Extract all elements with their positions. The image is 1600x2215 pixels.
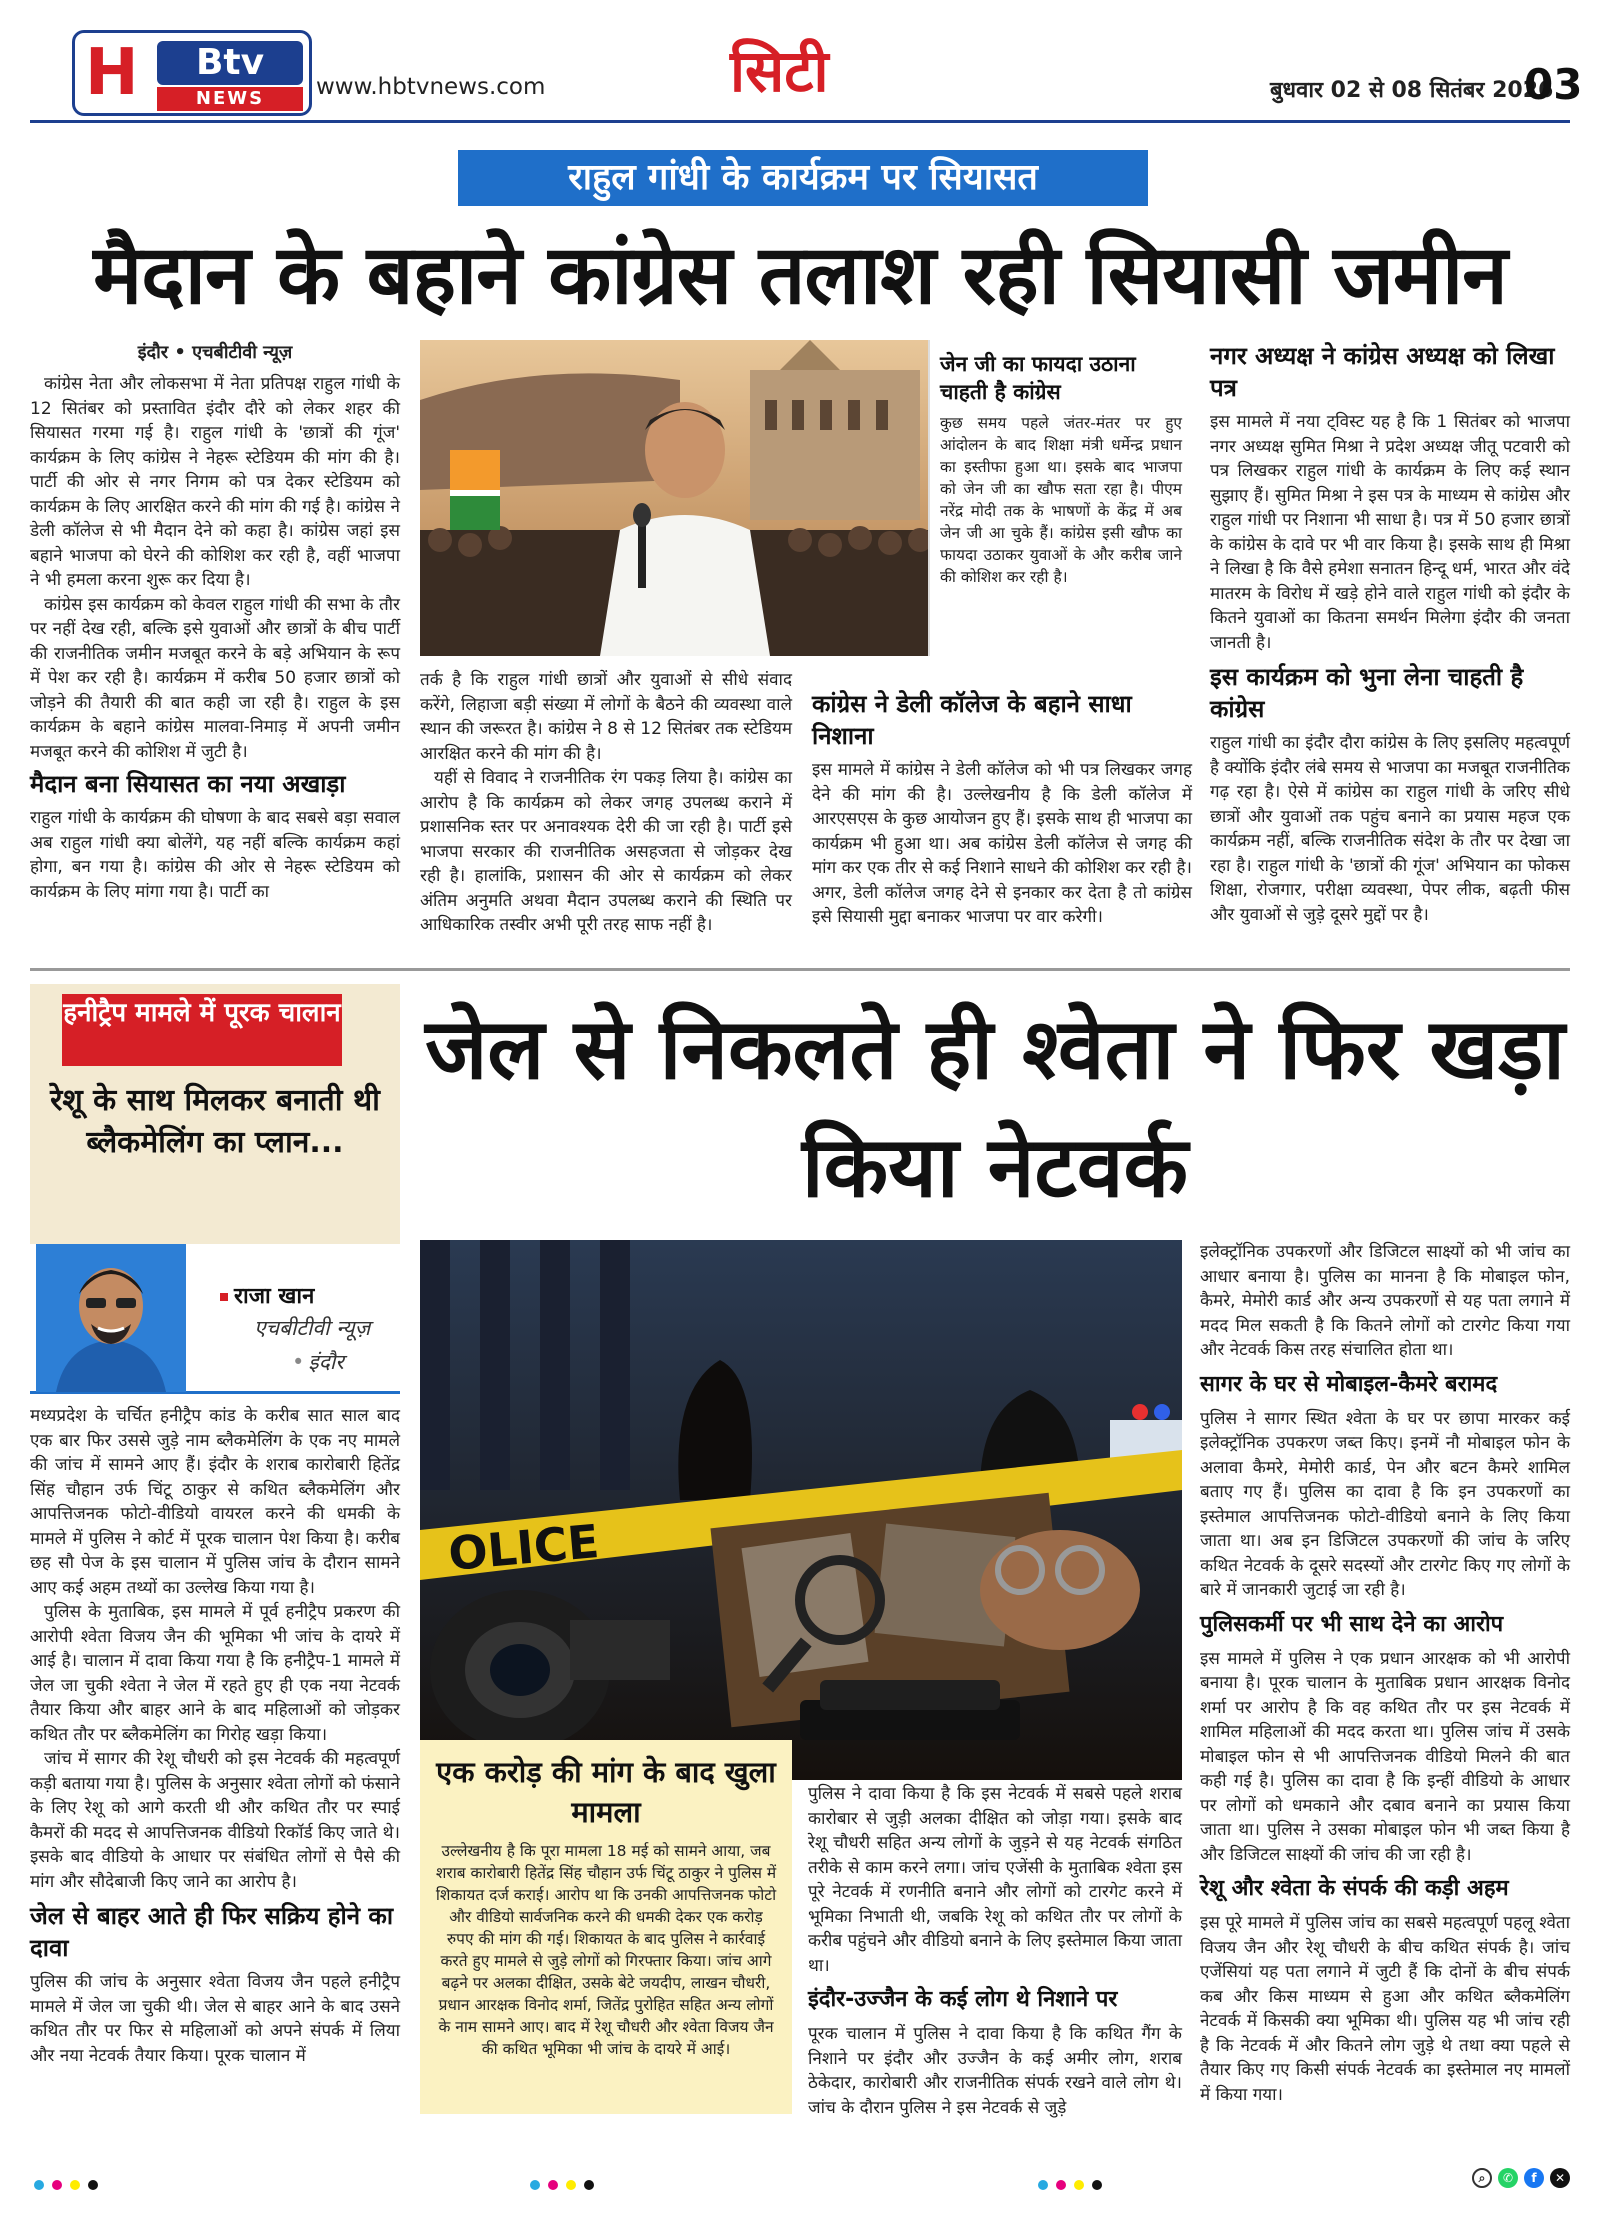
story1-headline: मैदान के बहाने कांग्रेस तलाश रही सियासी जमीन [93, 228, 1507, 323]
paragraph: पुलिस की जांच के अनुसार श्वेता विजय जैन पहले हनीट्रैप मामले में जेल जा चुकी थी। जेल से बाहर आने के बाद उसने कथित तौर पर फिर से महिलाओं को अपने संपर्क में लिया और नया नेटवर्क तैयार किया। पूरक चालान में [30, 1972, 400, 2066]
page-number: 03 [1524, 60, 1583, 109]
paragraph: पुलिस के मुताबिक, इस मामले में पूर्व हनीट्रैप प्रकरण की आरोपी श्वेता विजय जैन की भूमिका भी जांच के दायरे में आई है। चालान में दावा किया गया है कि हनीट्रैप-1 मामले में जेल जा चुकी श्वेता ने जेल में रहते हुए ही एक नया नेटवर्क तैयार किया और बाहर आने के बाद महिलाओं को जोड़कर कथित तौर पर ब्लैकमेलिंग का गिरोह खड़ा किया। [30, 1602, 400, 1745]
paragraph: पूरक चालान में पुलिस ने दावा किया है कि कथित गैंग के निशाने पर इंदौर और उज्जैन के कई अमीर लोग, शराब ठेकेदार, कारोबारी और राजनीतिक संपर्क रखने वाले लोग थे। जांच के दौरान पुलिस ने इस नेटवर्क से जुड़े [808, 2024, 1182, 2118]
story1-column-3 [812, 688, 1192, 930]
magenta-dot-icon [1056, 2180, 1066, 2190]
paragraph: राहुल गांधी का इंदौर दौरा कांग्रेस के लिए इसलिए महत्वपूर्ण है क्योंकि इंदौर लंबे समय से भाजपा का मजबूत राजनीतिक गढ़ रहा है। ऐसे में कांग्रेस का राहुल गांधी के जरिए सीधे छात्रों और युवाओं तक पहुंच बनाने का प्रयास महज एक कार्यक्रम नहीं, बल्कि राजनीतिक संदेश के तौर पर देखा जा रहा है। राहुल गांधी के 'छात्रों की गूंज' अभियान का फोकस शिक्षा, रोजगार, परीक्षा व्यवस्था, पेपर लीक, बढ़ती फीस और युवाओं से जुड़े दूसरे मुद्दों पर है। [1210, 733, 1570, 925]
sidebox-headline: जेन जी का फायदा उठाना चाहती है कांग्रेस [940, 352, 1136, 404]
site-url[interactable]: www.hbtvnews.com [316, 74, 546, 100]
story1-kicker: राहुल गांधी के कार्यक्रम पर सियासत [458, 150, 1148, 206]
story1-subhead-4: इस कार्यक्रम को भुना लेना चाहती है कांग्रेस [1210, 663, 1524, 723]
color-registration-marks [530, 2180, 594, 2190]
reporter-name [220, 1280, 314, 1310]
police-tape-text: OLICE [446, 1514, 602, 1581]
paragraph: कांग्रेस इस कार्यक्रम को केवल राहुल गांधी की सभा के तौर पर नहीं देख रही, बल्कि इसे युवाओं और छात्रों के बीच पार्टी की राजनीतिक जमीन मजबूत करने के बड़े अभियान के रूप में पेश कर रही है। कार्यक्रम में करीब 50 हजार छात्रों को जोड़ने की तैयारी की बात कही जा रही है। राहुल के इस कार्यक्रम के बहाने कांग्रेस मालवा-निमाड़ में अपनी जमीन मजबूत करने की कोशिश में जुटी है। [30, 594, 400, 762]
crime-scene-photo [420, 1240, 1182, 1780]
avatar [36, 1244, 186, 1392]
paragraph: कांग्रेस नेता और लोकसभा में नेता प्रतिपक्ष राहुल गांधी के 12 सितंबर को प्रस्तावित इंदौर दौरे को लेकर शहर की सियासत गरमा गई है। राहुल गांधी के 'छात्रों की गूंज' कार्यक्रम के लिए कांग्रेस ने नेहरू स्टेडियम की मांग की है। पार्टी की ओर से नगर निगम को पत्र देकर स्टेडियम को कार्यक्रम के लिए आरक्षित करने की मांग की गई है। कांग्रेस ने डेली कॉलेज से भी मैदान देने को कहा है। कांग्रेस जहां इस बहाने भाजपा को घेरने की कोशिश कर रही है, वहीं भाजपा ने भी हमला करना शुरू कर दिया है। [30, 374, 400, 590]
section-name: सिटी [730, 37, 829, 105]
story1-column-2 [420, 668, 792, 938]
paragraph: इलेक्ट्रॉनिक उपकरणों और डिजिटल साक्ष्यों को भी जांच का आधार बनाया है। पुलिस का मानना है कि मोबाइल फोन, कैमरे, मेमोरी कार्ड और अन्य उपकरणों से यह पता लगाने में मदद मिल सकती है कि कितने लोगों को टारगेट किया गया और नेटवर्क किस तरह संचालित होता था। [1200, 1242, 1570, 1360]
hbtv-logo[interactable] [72, 30, 312, 116]
page-footer [0, 2170, 1600, 2200]
story1-column-1 [30, 340, 400, 904]
reporter-portrait [36, 1244, 186, 1392]
story1-dateline: इंदौर • एचबीटीवी न्यूज़ [137, 342, 293, 363]
yellow-dot-icon [70, 2180, 80, 2190]
story2-subhead-1: जेल से बाहर आते ही फिर सक्रिय होने का दावा [30, 1902, 394, 1962]
social-icons [1472, 2168, 1570, 2188]
masthead-rule [30, 120, 1570, 123]
paragraph: जांच में सागर की रेशू चौधरी को इस नेटवर्क की महत्वपूर्ण कड़ी बताया गया है। पुलिस के अनुसार श्वेता लोगों को फंसाने के लिए रेशू को आगे करती थी और कथित तौर पर स्पाई कैमरों की मदद से आपत्तिजनक वीडियो रिकॉर्ड किए जाते थे। इसके बाद वीडियो के आधार पर संबंधित लोगों से पैसे की मांग और सौदेबाजी किए जाने का आरोप है। [30, 1749, 400, 1892]
masthead [30, 30, 1583, 130]
black-dot-icon [1092, 2180, 1102, 2190]
black-dot-icon [584, 2180, 594, 2190]
yellow-dot-icon [1074, 2180, 1084, 2190]
issue-date: बुधवार 02 से 08 सितंबर 2026 [1270, 78, 1554, 103]
story2-subhead-3: सागर के घर से मोबाइल-कैमरे बरामद [1200, 1371, 1498, 1397]
paragraph: मध्यप्रदेश के चर्चित हनीट्रैप कांड के करीब सात साल बाद एक बार फिर उससे जुड़े नाम ब्लैकमेलिंग के एक नए मामले की जांच में सामने आए हैं। इंदौर के शराब कारोबारी हितेंद्र सिंह चौहान उर्फ चिंटू ठाकुर से कथित ब्लैकमेलिंग और आपत्तिजनक फोटो-वीडियो वायरल करने की धमकी के मामले में पुलिस ने कोर्ट में पूरक चालान पेश किया है। करीब छह सौ पेज के इस चालान में पुलिस जांच के दौरान सामने आए कई अहम तथ्यों का उल्लेख किया गया है। [30, 1406, 400, 1598]
reporter-box [30, 1244, 400, 1394]
story1-sidebox [928, 340, 1192, 656]
black-dot-icon [88, 2180, 98, 2190]
paragraph: राहुल गांधी के कार्यक्रम की घोषणा के बाद सबसे बड़ा सवाल अब राहुल गांधी क्या बोलेंगे, यह नहीं बल्कि कार्यक्रम कहां होगा, बन गया है। कांग्रेस की ओर से नेहरू स्टेडियम को कार्यक्रम के लिए मांगा गया है। पार्टी का [30, 808, 400, 902]
paragraph: पुलिस ने सागर स्थित श्वेता के घर पर छापा मारकर कई इलेक्ट्रॉनिक उपकरण जब्त किए। इनमें नौ मोबाइल फोन के अलावा कैमरे, मेमोरी कार्ड, पेन और बटन कैमरे शामिल बताए गए हैं। पुलिस का दावा है कि इन उपकरणों का इस्तेमाल आपत्तिजनक फोटो-वीडियो बनाने के लिए किया जाता था। अब इन डिजिटल उपकरणों की जांच के जरिए कथित नेटवर्क के दूसरे सदस्यों और टारगेट किए गए लोगों के बारे में जानकारी जुटाई जा रही है। [1200, 1408, 1570, 1600]
yellow-box-text: उल्लेखनीय है कि पूरा मामला 18 मई को सामने आया, जब शराब कारोबारी हितेंद्र सिंह चौहान उर्फ चिंटू ठाकुर ने पुलिस में शिकायत दर्ज कराई। आरोप था कि उनकी आपत्तिजनक फोटो और वीडियो सार्वजनिक करने की धमकी देकर एक करोड़ रुपए की मांग की गई। शिकायत के बाद पुलिस ने कार्रवाई करते हुए मामले से जुड़े लोगों को गिरफ्तार किया। जांच आगे बढ़ने पर अलका दीक्षित, उसके बेटे जयदीप, लाखन चौधरी, प्रधान आरक्षक विनोद शर्मा, जितेंद्र पुरोहित सहित अन्य लोगों के नाम सामने आए। बाद में रेशू चौधरी और श्वेता विजय जैन की कथित भूमिका भी जांच के दायरे में आई। [435, 1842, 777, 2058]
magenta-dot-icon [52, 2180, 62, 2190]
sidebox-text: कुछ समय पहले जंतर-मंतर पर हुए आंदोलन के बाद शिक्षा मंत्री धर्मेन्द्र प्रधान का इस्तीफा हुआ था। इसके बाद भाजपा को जेन जी का खौफ सता रहा है। पीएम नरेंद्र मोदी तक के भाषणों के केंद्र में अब जेन जी आ चुके हैं। कांग्रेस इसी खौफ का फायदा उठाकर युवाओं के और करीब जाने की कोशिश कर रही है। [940, 414, 1182, 586]
paragraph: इस पूरे मामले में पुलिस जांच का सबसे महत्वपूर्ण पहलू श्वेता विजय जैन और रेशू चौधरी के बीच कथित संपर्क है। जांच एजेंसियां यह पता लगाने में जुटी हैं कि दोनों के बीच संपर्क कब और किस माध्यम से हुआ और कथित ब्लैकमेलिंग नेटवर्क में किसकी क्या भूमिका थी। पुलिस यह भी जांच रही है कि नेटवर्क में और कितने लोग जुड़े थे तथा क्या पहले से तैयार किए गए किसी संपर्क नेटवर्क का इस्तेमाल नए मामलों में किया गया। [1200, 1913, 1570, 2105]
story2-tag: हनीट्रैप मामले में पूरक चालान [62, 994, 342, 1066]
evidence-illustration [420, 1240, 1182, 1780]
story2-subhead-5: रेशू और श्वेता के संपर्क की कड़ी अहम [1200, 1876, 1509, 1901]
story2-tagline: रेशू के साथ मिलकर बनाती थी ब्लैकमेलिंग का प्लान... [50, 1083, 380, 1160]
cyan-dot-icon [34, 2180, 44, 2190]
cyan-dot-icon [1038, 2180, 1048, 2190]
logo-btv: Btv [157, 41, 303, 85]
story1-subhead-1: मैदान बना सियासत का नया अखाड़ा [30, 770, 346, 798]
rally-illustration [420, 340, 928, 656]
rahul-gandhi-photo [420, 340, 928, 656]
paragraph: पुलिस ने दावा किया है कि इस नेटवर्क में सबसे पहले शराब कारोबार से जुड़ी अलका दीक्षित को जोड़ा गया। इसके बाद रेशू चौधरी सहित अन्य लोगों के जुड़ने से यह नेटवर्क संगठित तरीके से काम करने लगा। जांच एजेंसी के मुताबिक श्वेता इस पूरे नेटवर्क में रणनीति बनाने और लोगों को टारगेट करने में भूमिका निभाती थी, जबकि रेशू को कथित तौर पर लोगों के करीब पहुंचने और वीडियो बनाने के लिए इस्तेमाल किया जाता था। [808, 1784, 1182, 1976]
whatsapp-icon[interactable]: ✆ [1498, 2168, 1518, 2188]
story2-column-3 [808, 1782, 1182, 2120]
search-icon[interactable]: ⌕ [1472, 2168, 1492, 2188]
x-icon[interactable]: ✕ [1550, 2168, 1570, 2188]
facebook-icon[interactable]: f [1524, 2168, 1544, 2188]
story2-column-4 [1200, 1240, 1570, 2107]
story1-subhead-3: नगर अध्यक्ष ने कांग्रेस अध्यक्ष को लिखा पत्र [1210, 342, 1555, 402]
story2-subhead-4: पुलिसकर्मी पर भी साथ देने का आरोप [1200, 1611, 1504, 1637]
story2-headline: जेल से निकलते ही श्वेता ने फिर खड़ा किया नेटवर्क [425, 1000, 1565, 1216]
story1-column-4 [1210, 340, 1570, 927]
yellow-dot-icon [566, 2180, 576, 2190]
paragraph: इस मामले में पुलिस ने एक प्रधान आरक्षक को भी आरोपी बनाया है। पूरक चालान के मुताबिक प्रधान आरक्षक विनोद शर्मा पर आरोप है कि वह कथित तौर पर इस नेटवर्क में शामिल महिलाओं की मदद करता था। पुलिस जांच में उसके मोबाइल फोन से भी आपत्तिजनक वीडियो मिलने की बात कही गई है। पुलिस का दावा है कि इन्हीं वीडियो के आधार पर लोगों को धमकाने और दबाव बनाने का प्रयास किया जाता था। पुलिस ने उसका मोबाइल फोन भी जब्त किया है और डिजिटल साक्ष्यों की जांच की जा रही है। [1200, 1648, 1570, 1865]
reporter-org: एचबीटीवी न्यूज़ [254, 1316, 371, 1340]
story2-subhead-2: इंदौर-उज्जैन के कई लोग थे निशाने पर [808, 1987, 1118, 2012]
magenta-dot-icon [548, 2180, 558, 2190]
color-registration-marks [34, 2180, 98, 2190]
story-divider [30, 968, 1570, 971]
reporter-name-text: राजा खान [234, 1284, 315, 1309]
story2-yellow-box [420, 1740, 792, 2114]
reporter-city [292, 1348, 344, 1376]
color-registration-marks [1038, 2180, 1102, 2190]
yellow-box-headline: एक करोड़ की मांग के बाद खुला मामला [436, 1755, 776, 1829]
paragraph: इस मामले में नया ट्विस्ट यह है कि 1 सितंबर को भाजपा नगर अध्यक्ष सुमित मिश्रा ने प्रदेश अध्यक्ष जीतू पटवारी को पत्र लिखकर राहुल गांधी के कार्यक्रम के लिए कई स्थान सुझाए हैं। सुमित मिश्रा ने इस पत्र के माध्यम से कांग्रेस और राहुल गांधी पर निशाना भी साधा है। पत्र में 50 हजार छात्रों के कांग्रेस के दावे पर भी वार किया है। इसके साथ ही मिश्रा ने लिखा है कि वैसे हमेशा सनातन हिन्दू धर्म, भारत और वंदे मातरम के विरोध में खड़े होने वाले राहुल गांधी को इंदौर के कितने युवाओं का कितना समर्थन मिलेगा इंदौर की जनता जानती है। [1210, 412, 1570, 653]
bullet-icon [220, 1293, 228, 1301]
story1-body [30, 806, 400, 904]
paragraph: इस मामले में कांग्रेस ने डेली कॉलेज को भी पत्र लिखकर जगह देने की मांग की है। उल्लेखनीय है कि डेली कॉलेज में आरएसएस के कुछ आयोजन हुए हैं। इसके साथ ही भाजपा का कार्यक्रम भी हुआ था। अब कांग्रेस डेली कॉलेज से जगह की मांग कर एक तीर से कई निशाने साधने की कोशिश कर रही है। अगर, डेली कॉलेज जगह देने से इनकार कर देता है तो कांग्रेस इसे सियासी मुद्दा बनाकर भाजपा पर वार करेगी। [812, 760, 1192, 927]
paragraph: यहीं से विवाद ने राजनीतिक रंग पकड़ लिया है। कांग्रेस का आरोप है कि कार्यक्रम को लेकर जगह उपलब्ध कराने में प्रशासनिक स्तर पर अनावश्यक देरी की जा रही है। पार्टी इसे भाजपा सरकार की राजनीतिक असहजता से जोड़कर देख रही है। हालांकि, प्रशासन की ओर से कार्यक्रम को लेकर अंतिम अनुमति अथवा मैदान उपलब्ध कराने की स्थिति पर आधिकारिक तस्वीर अभी पूरी तरह साफ नहीं है। [420, 768, 792, 935]
logo-letter: H [85, 36, 139, 110]
story2-column-1 [30, 1404, 400, 2068]
reporter-city-text: इंदौर [308, 1350, 344, 1374]
story2-body [30, 1404, 400, 1894]
logo-news: NEWS [157, 87, 303, 111]
story1-body [30, 372, 400, 764]
cyan-dot-icon [530, 2180, 540, 2190]
story1-subhead-2: कांग्रेस ने डेली कॉलेज के बहाने साधा निशाना [812, 690, 1132, 750]
bullet-icon: • [292, 1350, 305, 1374]
paragraph: तर्क है कि राहुल गांधी छात्रों और युवाओं से सीधे संवाद करेंगे, लिहाजा बड़ी संख्या में लोगों के बैठने की व्यवस्था वाले स्थान की जरूरत है। कांग्रेस ने 8 से 12 सितंबर तक स्टेडियम आरक्षित करने की मांग की है। [420, 670, 792, 764]
